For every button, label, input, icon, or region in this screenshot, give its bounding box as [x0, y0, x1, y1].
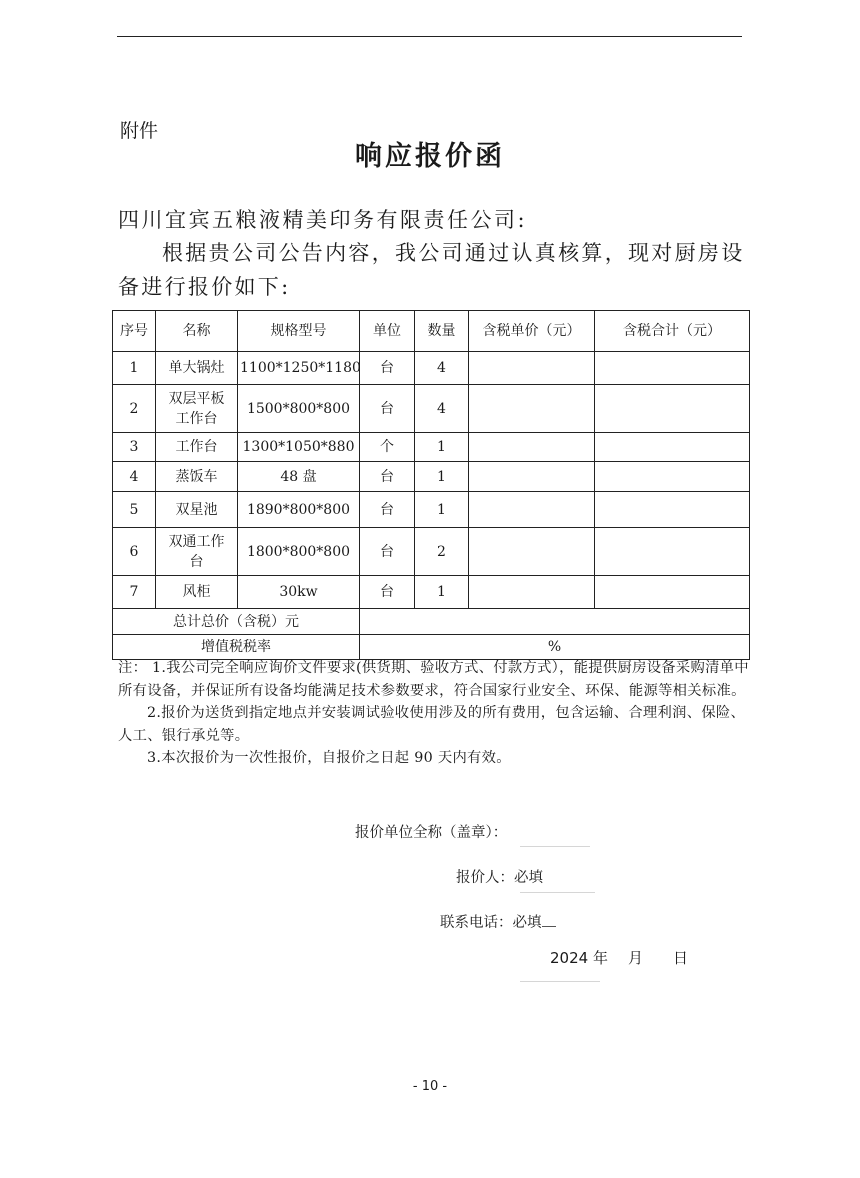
vat-value[interactable]: %: [360, 635, 750, 660]
cell-total[interactable]: [595, 492, 750, 528]
addressee: 四川宜宾五粮液精美印务有限责任公司:: [118, 208, 528, 232]
note-1: 注： 1.我公司完全响应询价文件要求(供货期、验收方式、付款方式），能提供厨房设备采购清单中所有设备，并保证所有设备均能满足技术参数要求，符合国家行业安全、环保、能源等相关标准。: [118, 660, 749, 699]
cell-no: 7: [113, 576, 156, 609]
cell-no: 5: [113, 492, 156, 528]
cell-qty: 4: [415, 352, 469, 385]
cell-name: 风柜: [156, 576, 238, 609]
cell-unit: 台: [360, 462, 415, 492]
phone-field: [440, 911, 556, 932]
cell-name: 双通工作台: [156, 528, 238, 576]
cell-unit: 台: [360, 528, 415, 576]
header-no: 序号: [113, 311, 156, 352]
date-line: [550, 947, 688, 968]
cell-spec: 1890*800*800: [238, 492, 360, 528]
cell-qty: 1: [415, 492, 469, 528]
table-row: [113, 433, 750, 462]
cell-unit-price[interactable]: [469, 385, 595, 433]
cell-qty: 1: [415, 462, 469, 492]
faded-mark: [520, 981, 600, 982]
phone-label: 联系电话：: [440, 915, 513, 931]
cell-name: 蒸饭车: [156, 462, 238, 492]
cell-spec: 1800*800*800: [238, 528, 360, 576]
faded-mark: [520, 892, 595, 893]
cell-no: 2: [113, 385, 156, 433]
notes-section: [118, 657, 750, 770]
intro-paragraph: 根据贵公司公告内容，我公司通过认真核算，现对厨房设备进行报价如下:: [118, 241, 745, 299]
cell-name: 双层平板工作台: [156, 385, 238, 433]
phone-underline: [542, 926, 556, 927]
date-year: 2024 年: [550, 949, 608, 967]
cell-no: 6: [113, 528, 156, 576]
quoter-value[interactable]: 必填: [514, 870, 543, 886]
cell-no: 3: [113, 433, 156, 462]
cell-unit: 台: [360, 492, 415, 528]
cell-spec: 48 盘: [238, 462, 360, 492]
faded-mark: [520, 846, 590, 847]
cell-qty: 4: [415, 385, 469, 433]
header-rule: [117, 36, 742, 37]
cell-unit-price[interactable]: [469, 462, 595, 492]
cell-unit-price[interactable]: [469, 352, 595, 385]
note-3: 3.本次报价为一次性报价，自报价之日起 90 天内有效。: [147, 750, 511, 766]
table-row: [113, 528, 750, 576]
cell-unit: 台: [360, 352, 415, 385]
quote-table: [112, 310, 750, 660]
table-header-row: [113, 311, 750, 352]
page-number: - 10 -: [412, 1079, 448, 1094]
cell-no: 1: [113, 352, 156, 385]
cell-unit: 个: [360, 433, 415, 462]
cell-qty: 1: [415, 433, 469, 462]
cell-unit: 台: [360, 576, 415, 609]
date-day[interactable]: 日: [672, 949, 688, 967]
cell-total[interactable]: [595, 433, 750, 462]
cell-qty: 2: [415, 528, 469, 576]
cell-total[interactable]: [595, 385, 750, 433]
cell-name: 双星池: [156, 492, 238, 528]
table-row: [113, 385, 750, 433]
cell-spec: 1100*1250*1180: [238, 352, 360, 385]
vat-row: [113, 635, 750, 660]
header-unit: 单位: [360, 311, 415, 352]
quoter-field: [456, 866, 543, 887]
page-title: 响应报价函: [355, 141, 505, 172]
cell-spec: 30kw: [238, 576, 360, 609]
date-month[interactable]: 月: [627, 949, 643, 967]
cell-total[interactable]: [595, 528, 750, 576]
cell-unit-price[interactable]: [469, 528, 595, 576]
cell-unit: 台: [360, 385, 415, 433]
table-row: [113, 462, 750, 492]
cell-name: 单大锅灶: [156, 352, 238, 385]
total-row: [113, 609, 750, 635]
cell-unit-price[interactable]: [469, 576, 595, 609]
cell-spec: 1500*800*800: [238, 385, 360, 433]
cell-no: 4: [113, 462, 156, 492]
header-spec: 规格型号: [238, 311, 360, 352]
cell-total[interactable]: [595, 352, 750, 385]
company-seal-label: 报价单位全称（盖章）：: [355, 825, 508, 841]
quoter-label: 报价人：: [456, 870, 514, 886]
header-qty: 数量: [415, 311, 469, 352]
table-row: [113, 492, 750, 528]
total-label: 总计总价（含税）元: [113, 609, 360, 635]
vat-label: 增值税税率: [113, 635, 360, 660]
phone-value[interactable]: 必填: [512, 915, 542, 931]
cell-unit-price[interactable]: [469, 433, 595, 462]
cell-total[interactable]: [595, 462, 750, 492]
note-2: 2.报价为送货到指定地点并安装调试验收使用涉及的所有费用，包含运输、合理利润、保险、人工、银行承兑等。: [118, 705, 746, 744]
total-value[interactable]: [360, 609, 750, 635]
cell-unit-price[interactable]: [469, 492, 595, 528]
header-total: 含税合计（元）: [595, 311, 750, 352]
table-row: [113, 576, 750, 609]
cell-name: 工作台: [156, 433, 238, 462]
cell-spec: 1300*1050*880: [238, 433, 360, 462]
header-unit-price: 含税单价（元）: [469, 311, 595, 352]
attachment-label: 附件: [120, 120, 159, 142]
cell-qty: 1: [415, 576, 469, 609]
cell-total[interactable]: [595, 576, 750, 609]
table-row: [113, 352, 750, 385]
header-name: 名称: [156, 311, 238, 352]
